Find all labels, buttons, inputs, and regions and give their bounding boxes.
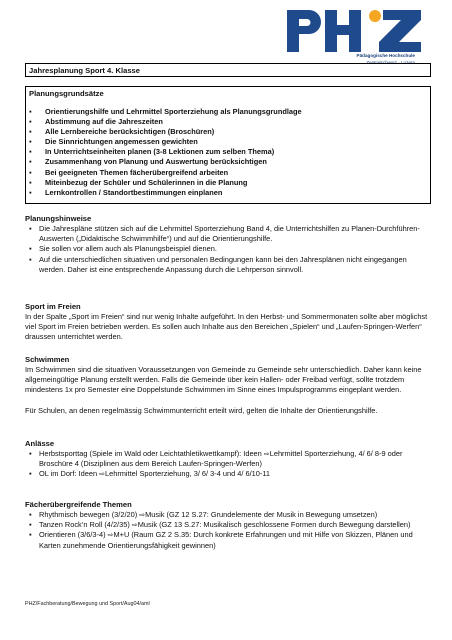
cross-item [25,530,431,550]
footer-text: PHZ/Fachberatung/Bewegung und Sport/Aug04/aml [25,601,150,607]
principle-item: ▪ Bei geeigneten Themen fächerübergreifend arbeiten [29,168,302,178]
cross-item [25,510,431,520]
principle-item: ▪ Lernkontrollen / Standortbestimmungen einplanen [29,188,302,198]
principle-item: ▪ Alle Lernbereiche berücksichtigen (Broschüren) [29,127,302,137]
cross-text: Musik (GZ 13 S.27: Musikalisch geschlossene Formen durch Bewegung darstellen) [137,520,411,530]
cross-heading: Fächerübergreifende Themen [25,500,132,509]
arrow-icon: ⇨ [107,531,114,540]
hint-item: ▪ Auf die unterschiedlichen situativen und personalen Bedingungen kann bei den Jahresplänen nicht eingegangen werden. Daher ist eine entsprechende Anpassung durch die Lehrperson sinnvoll. [25,255,431,275]
outdoor-heading: Sport im Freien [25,302,81,311]
principles-box [25,86,431,204]
principle-item: ▪ Miteinbezug der Schüler und Schülerinnen in die Planung [29,178,302,188]
principle-item: ▪ Zusammenhang von Planung und Auswertung berücksichtigen [29,157,302,167]
cross-text: Tanzen Rock’n Roll (4/2/35) [39,520,132,530]
phz-logo-mark [283,8,429,54]
occasions-list [25,449,431,480]
cross-text: Orientieren (3/6/3-4) [39,530,108,540]
arrow-icon: ⇨ [139,511,146,519]
cross-text: M+U (Raum GZ 2 S.35: Durch konkrete Erfahrungen und mit Hilfe von Skizzen, Plänen und Karten zunehmende Orientierungsfähigkeit gewinnen) [39,530,413,550]
logo-text-line2: Zentralschweiz · Luzern [366,60,415,65]
arrow-icon: ⇨ [131,521,138,530]
cross-text: Rhythmisch bewegen (3/2/20) [39,510,140,519]
occasion-text: Herbstsporttag (Spiele im Wald oder Leichtathletikwettkampf): Ideen [39,449,264,458]
phz-logo [283,8,429,65]
arrow-icon: ⇨ [263,450,270,458]
occasion-item [25,449,431,469]
swimming-text-1: Im Schwimmen sind die situativen Voraussetzungen von Gemeinde zu Gemeinde sehr unterschiedlich. Daher kann keine allgemeingültige Planung erstellt werden. Falls die Gemeinde über kein Hallen- oder Freibad verfügt, sollte trotzdem mindestens 1x pro Semester eine Doppelstunde Schwimmen im Sinne eines Impulsprogramms eingeplant werden. [25,365,422,395]
cross-text: Musik (GZ 12 S.27: Grundelemente der Musik in Bewegung umsetzen) [145,510,378,519]
logo-text-line1: Pädagogische Hochschule [356,53,415,58]
occasion-text: OL im Dorf: Ideen [39,469,100,479]
arrow-icon: ⇨ [99,470,105,479]
principles-list [29,107,302,198]
principle-item: ▪ Orientierungshilfe und Lehrmittel Sporterziehung als Planungsgrundlage [29,107,302,117]
occasion-text: Lehrmittel Sporterziehung, 3/ 6/ 3-4 und 4/ 6/10-11 [104,469,271,479]
title-box [25,63,431,77]
hints-heading: Planungshinweise [25,214,92,223]
occasions-heading: Anlässe [25,439,55,448]
outdoor-text: In der Spalte „Sport im Freien“ sind nur wenig Inhalte aufgeführt. In den Herbst- und Sommermonaten sollte aber möglichst viel Sport im Freien betrieben werden. Es sollen auch Inhalte aus den Bereichen „Spielen“ und „Laufen-Springen-Werfen“ draussen unterrichtet werden. [25,312,428,342]
swimming-text-2: Für Schulen, an denen regelmässig Schwimmunterricht erteilt wird, gelten die Inhalte der Orientierungshilfe. [25,406,378,415]
principle-item: ▪ Abstimmung auf die Jahreszeiten [29,117,302,127]
principle-item: ▪ Die Sinnrichtungen angemessen gewichten [29,137,302,147]
occasion-item [25,469,431,479]
cross-list [25,510,431,551]
document-title: Jahresplanung Sport 4. Klasse [29,66,140,75]
principle-item: ▪ In Unterrichtseinheiten planen (3-8 Lektionen zum selben Thema) [29,147,302,157]
cross-item [25,520,431,530]
hint-item: ▪ Die Jahrespläne stützen sich auf die Lehrmittel Sporterziehung Band 4, die Unterrichtshilfen zu Planen-Durchführen-Auswerten („Didaktische Schwimmhilfe“) und auf die Orientierungshilfe. [25,224,431,244]
hint-item: ▪ Sie sollen vor allem auch als Planungsbeispiel dienen. [25,244,431,254]
principles-heading: Planungsgrundsätze [29,89,104,98]
swimming-heading: Schwimmen [25,355,70,364]
occasion-text: Lehrmittel Sporterziehung, 4/ 6/ 8-9 oder Broschüre 4 (Disziplinen aus dem Bereich Laufen-Springen-Werfen) [39,449,403,469]
hints-list [25,224,431,275]
